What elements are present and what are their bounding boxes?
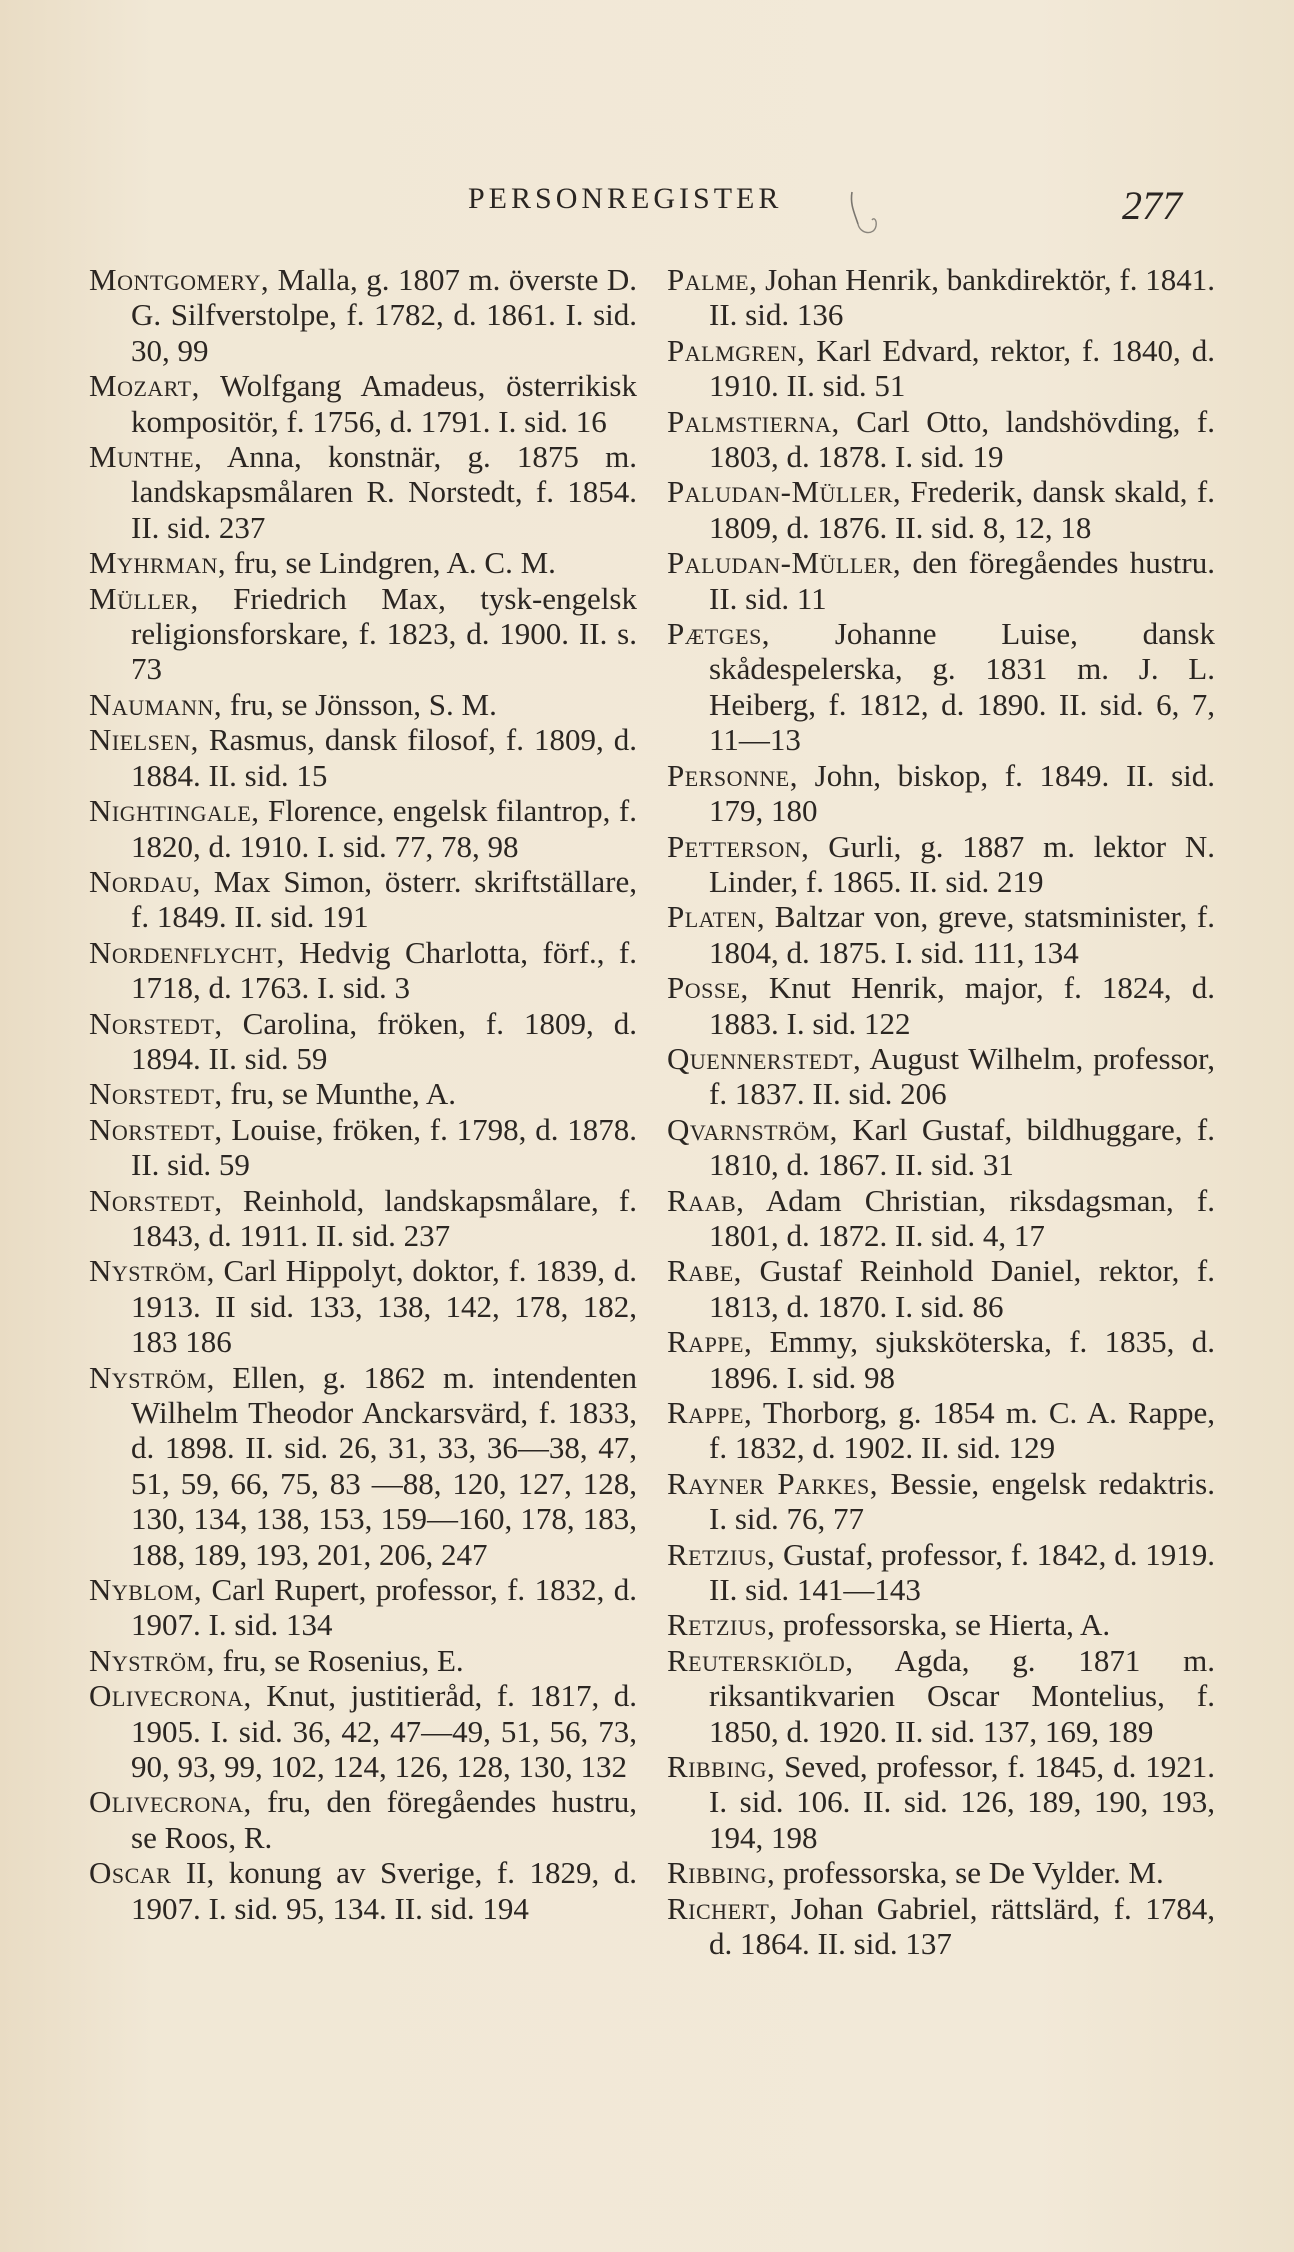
index-entry: Raab, Adam Christian, riksdagsman, f. 1801, d. 1872. II. sid. 4, 17 [667, 1182, 1215, 1253]
index-entry: Nordau, Max Simon, österr. skriftställare, f. 1849. II. sid. 191 [89, 863, 637, 935]
index-entry: Pætges, Johanne Luise, dansk skådespelerska, g. 1831 m. J. L. Heiberg, f. 1812, d. 1890. II. sid. 6, 7, 11—13 [667, 616, 1215, 758]
right-column [667, 262, 1215, 1962]
index-entry: Norstedt, fru, se Munthe, A. [89, 1076, 456, 1112]
index-entry: Rabe, Gustaf Reinhold Daniel, rektor, f. 1813, d. 1870. I. sid. 86 [667, 1253, 1215, 1324]
index-entry: Ribbing, professorska, se De Vylder. M. [667, 1855, 1164, 1891]
index-entry: Müller, Friedrich Max, tysk-engelsk religionsforskare, f. 1823, d. 1900. II. s. 73 [89, 580, 637, 687]
page-number: 277 [1122, 183, 1182, 228]
index-entry: Quennerstedt, August Wilhelm, professor, f. 1837. II. sid. 206 [667, 1040, 1215, 1112]
index-entry: Norstedt, Louise, fröken, f. 1798, d. 1878. II. sid. 59 [89, 1111, 637, 1183]
left-column [89, 262, 637, 1926]
index-entry: Nyblom, Carl Rupert, professor, f. 1832, d. 1907. I. sid. 134 [89, 1572, 637, 1643]
index-entry: Norstedt, Carolina, fröken, f. 1809, d. 1894. II. sid. 59 [89, 1005, 637, 1076]
index-entry: Posse, Knut Henrik, major, f. 1824, d. 1883. I. sid. 122 [667, 970, 1215, 1041]
index-entry: Oscar II, konung av Sverige, f. 1829, d. 1907. I. sid. 95, 134. II. sid. 194 [89, 1855, 637, 1926]
index-entry: Paludan-Müller, Frederik, dansk skald, f. 1809, d. 1876. II. sid. 8, 12, 18 [667, 474, 1215, 545]
pencil-mark-icon [844, 190, 884, 240]
index-entry: Petterson, Gurli, g. 1887 m. lektor N. Linder, f. 1865. II. sid. 219 [667, 828, 1215, 899]
index-entry: Palme, Johan Henrik, bankdirektör, f. 1841. II. sid. 136 [667, 262, 1215, 333]
index-entry: Myhrman, fru, se Lindgren, A. C. M. [89, 545, 556, 581]
index-entry: Rappe, Emmy, sjuksköterska, f. 1835, d. 1896. I. sid. 98 [667, 1324, 1215, 1395]
index-entry: Olivecrona, fru, den föregåendes hustru, se Roos, R. [89, 1784, 637, 1855]
index-entry: Nightingale, Florence, engelsk filantrop, f. 1820, d. 1910. I. sid. 77, 78, 98 [89, 793, 637, 864]
index-entry: Reuterskiöld, Agda, g. 1871 m. riksantikvarien Oscar Montelius, f. 1850, d. 1920. II. sid. 137, 169, 189 [667, 1642, 1215, 1749]
index-entry: Norstedt, Reinhold, landskapsmålare, f. 1843, d. 1911. II. sid. 237 [89, 1182, 637, 1253]
running-title: PERSONREGISTER [468, 182, 783, 215]
index-entry: Nyström, Carl Hippolyt, doktor, f. 1839, d. 1913. II sid. 133, 138, 142, 178, 182, 183 186 [89, 1253, 637, 1360]
index-entry: Retzius, professorska, se Hierta, A. [667, 1607, 1111, 1643]
index-entry: Palmgren, Karl Edvard, rektor, f. 1840, d. 1910. II. sid. 51 [667, 332, 1215, 404]
index-entry: Richert, Johan Gabriel, rättslärd, f. 1784, d. 1864. II. sid. 137 [667, 1890, 1215, 1962]
index-entry: Platen, Baltzar von, greve, statsminister, f. 1804, d. 1875. I. sid. 111, 134 [667, 899, 1215, 970]
index-entry: Rayner Parkes, Bessie, engelsk redaktris. I. sid. 76, 77 [667, 1465, 1215, 1537]
index-entry: Rappe, Thorborg, g. 1854 m. C. A. Rappe, f. 1832, d. 1902. II. sid. 129 [667, 1395, 1215, 1466]
index-entry: Qvarnström, Karl Gustaf, bildhuggare, f. 1810, d. 1867. II. sid. 31 [667, 1111, 1215, 1183]
index-entry: Nielsen, Rasmus, dansk filosof, f. 1809, d. 1884. II. sid. 15 [89, 722, 637, 793]
page-header [0, 182, 1294, 242]
index-entry: Personne, John, biskop, f. 1849. II. sid. 179, 180 [667, 757, 1215, 829]
index-entry: Naumann, fru, se Jönsson, S. M. [89, 686, 497, 722]
index-entry: Paludan-Müller, den föregåendes hustru. II. sid. 11 [667, 545, 1215, 616]
index-entry: Nordenflycht, Hedvig Charlotta, förf., f. 1718, d. 1763. I. sid. 3 [89, 934, 637, 1006]
index-entry: Mozart, Wolfgang Amadeus, österrikisk kompositör, f. 1756, d. 1791. I. sid. 16 [89, 368, 637, 439]
index-entry: Ribbing, Seved, professor, f. 1845, d. 1921. I. sid. 106. II. sid. 126, 189, 190, 193, 194, 198 [667, 1749, 1215, 1855]
index-entry: Palmstierna, Carl Otto, landshövding, f. 1803, d. 1878. I. sid. 19 [667, 403, 1215, 475]
index-entry: Montgomery, Malla, g. 1807 m. överste D. G. Silfverstolpe, f. 1782, d. 1861. I. sid. 30, 99 [89, 262, 637, 368]
index-entry: Olivecrona, Knut, justitieråd, f. 1817, d. 1905. I. sid. 36, 42, 47—49, 51, 56, 73, 90, 93, 99, 102, 124, 126, 128, 130, 132 [89, 1678, 637, 1785]
index-entry: Nyström, fru, se Rosenius, E. [89, 1642, 464, 1678]
index-entry: Nyström, Ellen, g. 1862 m. intendenten Wilhelm Theodor Anckarsvärd, f. 1833, d. 1898. II. sid. 26, 31, 33, 36—38, 47, 51, 59, 66, 75, 83 —88, 120, 127, 128, 130, 134, 138, 153, 159—160, 178, 183, 188, 189, 193, 201, 206, 247 [89, 1359, 637, 1572]
index-entry: Retzius, Gustaf, professor, f. 1842, d. 1919. II. sid. 141—143 [667, 1536, 1215, 1608]
index-entry: Munthe, Anna, konstnär, g. 1875 m. landskapsmålaren R. Norstedt, f. 1854. II. sid. 237 [89, 439, 637, 545]
